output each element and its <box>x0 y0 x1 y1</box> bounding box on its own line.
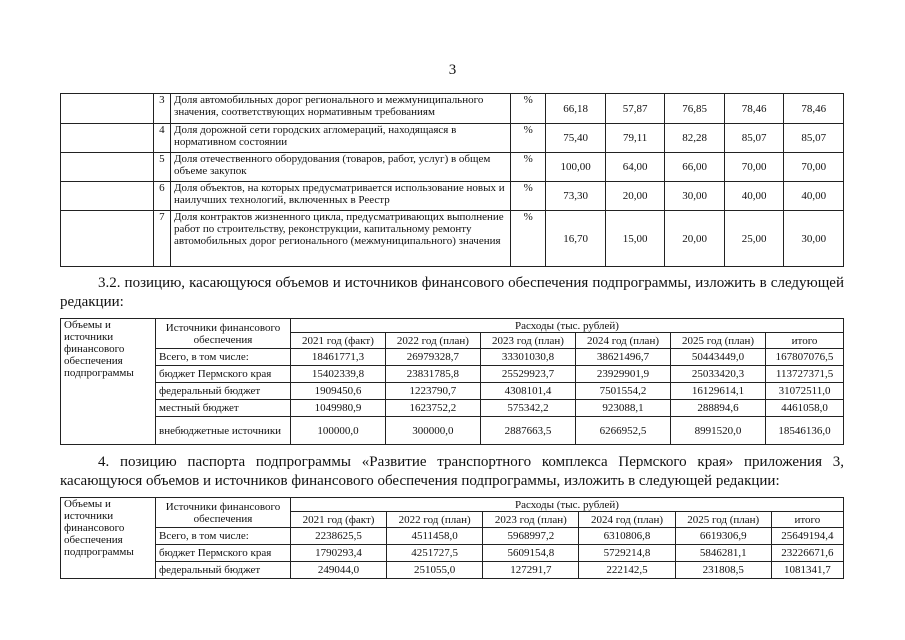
indicator-blank-cell <box>61 124 154 153</box>
indicator-value: 70,00 <box>784 153 844 182</box>
fin-amount: 23929901,9 <box>575 366 670 383</box>
fin-amount: 4251727,5 <box>387 545 483 562</box>
fin-amount: 16129614,1 <box>671 383 766 400</box>
indicator-value: 79,11 <box>605 124 665 153</box>
fin-year-header: итого <box>771 512 843 528</box>
fin-amount: 6310806,8 <box>579 528 675 545</box>
indicator-value: 30,00 <box>665 182 725 211</box>
fin-amount: 26979328,7 <box>385 349 480 366</box>
indicator-value: 73,30 <box>546 182 606 211</box>
indicator-number: 7 <box>153 211 170 267</box>
fin-source-name: Всего, в том числе: <box>156 349 291 366</box>
fin-amount: 33301030,8 <box>480 349 575 366</box>
indicator-unit: % <box>511 94 546 124</box>
financing-table-2 <box>60 497 844 579</box>
fin-sources-header: Источники финансового обеспечения <box>156 319 291 349</box>
indicator-row <box>61 94 844 124</box>
indicator-row <box>61 153 844 182</box>
fin-amount: 113727371,5 <box>766 366 844 383</box>
indicator-name: Доля контрактов жизненного цикла, предусматривающих выполнение работ по строительству, реконструкции, капитальному ремонту автомобильных дорог регионального (межмуниципального) значения <box>170 211 510 267</box>
fin-source-name: бюджет Пермского края <box>156 545 291 562</box>
fin-amount: 23226671,6 <box>771 545 843 562</box>
fin-amount: 5968997,2 <box>483 528 579 545</box>
fin-year-header: итого <box>766 333 844 349</box>
indicator-number: 4 <box>153 124 170 153</box>
fin-header-row <box>61 319 844 333</box>
indicator-number: 3 <box>153 94 170 124</box>
indicator-blank-cell <box>61 182 154 211</box>
fin-amount: 4308101,4 <box>480 383 575 400</box>
fin-year-header: 2023 год (план) <box>480 333 575 349</box>
fin-row <box>61 383 844 400</box>
paragraph-3-2: 3.2. позицию, касающуюся объемов и источников финансового обеспечения подпрограммы, изложить в следующей редакции: <box>60 275 844 310</box>
indicator-value: 20,00 <box>605 182 665 211</box>
fin-year-header: 2025 год (план) <box>675 512 771 528</box>
fin-row <box>61 366 844 383</box>
fin-amount: 4511458,0 <box>387 528 483 545</box>
fin-amount: 300000,0 <box>385 417 480 445</box>
indicator-unit: % <box>511 182 546 211</box>
fin-source-name: Всего, в том числе: <box>156 528 291 545</box>
indicator-number: 5 <box>153 153 170 182</box>
indicator-value: 15,00 <box>605 211 665 267</box>
page-number: 3 <box>448 62 457 78</box>
fin-amount: 25033420,3 <box>671 366 766 383</box>
fin-amount: 15402339,8 <box>291 366 386 383</box>
fin-amount: 18461771,3 <box>291 349 386 366</box>
fin-source-name: федеральный бюджет <box>156 383 291 400</box>
fin-amount: 5729214,8 <box>579 545 675 562</box>
indicator-unit: % <box>511 211 546 267</box>
fin-amount: 288894,6 <box>671 400 766 417</box>
indicator-blank-cell <box>61 94 154 124</box>
indicator-value: 100,00 <box>546 153 606 182</box>
indicator-name: Доля отечественного оборудования (товаров, работ, услуг) в общем объеме закупок <box>170 153 510 182</box>
indicator-unit: % <box>511 124 546 153</box>
fin-row <box>61 562 844 579</box>
fin-amount: 127291,7 <box>483 562 579 579</box>
indicator-row <box>61 182 844 211</box>
fin-row <box>61 349 844 366</box>
fin-amount: 1049980,9 <box>291 400 386 417</box>
fin-source-name: внебюджетные источники <box>156 417 291 445</box>
indicators-table <box>60 93 844 267</box>
fin-amount: 23831785,8 <box>385 366 480 383</box>
fin-amount: 5609154,8 <box>483 545 579 562</box>
indicator-row <box>61 124 844 153</box>
fin-amount: 8991520,0 <box>671 417 766 445</box>
fin-amount: 2238625,5 <box>291 528 387 545</box>
indicator-name: Доля объектов, на которых предусматривается использование новых и наилучших технологий, включенных в Реестр <box>170 182 510 211</box>
fin-amount: 5846281,1 <box>675 545 771 562</box>
fin-amount: 1623752,2 <box>385 400 480 417</box>
fin-amount: 1223790,7 <box>385 383 480 400</box>
fin-year-header: 2022 год (план) <box>385 333 480 349</box>
indicator-blank-cell <box>61 153 154 182</box>
fin-year-header: 2021 год (факт) <box>291 512 387 528</box>
fin-row <box>61 545 844 562</box>
fin-amount: 38621496,7 <box>575 349 670 366</box>
indicator-name: Доля дорожной сети городских агломераций, находящаяся в нормативном состоянии <box>170 124 510 153</box>
financing-table-1 <box>60 318 844 445</box>
fin-amount: 251055,0 <box>387 562 483 579</box>
fin-amount: 222142,5 <box>579 562 675 579</box>
indicator-value: 66,18 <box>546 94 606 124</box>
fin-row <box>61 400 844 417</box>
fin-amount: 50443449,0 <box>671 349 766 366</box>
indicator-value: 30,00 <box>784 211 844 267</box>
fin-amount: 1909450,6 <box>291 383 386 400</box>
fin-year-header: 2024 год (план) <box>579 512 675 528</box>
fin-amount: 25649194,4 <box>771 528 843 545</box>
fin-year-header: 2024 год (план) <box>575 333 670 349</box>
fin-amount: 231808,5 <box>675 562 771 579</box>
indicator-value: 40,00 <box>724 182 784 211</box>
indicator-name: Доля автомобильных дорог регионального и межмуниципального значения, соответствующих нормативным требованиям <box>170 94 510 124</box>
fin-amount: 25529923,7 <box>480 366 575 383</box>
fin-row <box>61 417 844 445</box>
indicator-value: 57,87 <box>605 94 665 124</box>
fin-expenses-header: Расходы (тыс. рублей) <box>291 498 844 512</box>
fin-amount: 4461058,0 <box>766 400 844 417</box>
fin-amount: 100000,0 <box>291 417 386 445</box>
fin-row <box>61 528 844 545</box>
fin-source-name: бюджет Пермского края <box>156 366 291 383</box>
indicator-value: 66,00 <box>665 153 725 182</box>
fin-amount: 167807076,5 <box>766 349 844 366</box>
indicator-value: 82,28 <box>665 124 725 153</box>
fin-section-label: Объемы и источники финансового обеспечения подпрограммы <box>61 319 156 445</box>
fin-sources-header: Источники финансового обеспечения <box>156 498 291 528</box>
indicator-value: 78,46 <box>724 94 784 124</box>
fin-amount: 31072511,0 <box>766 383 844 400</box>
fin-amount: 1790293,4 <box>291 545 387 562</box>
fin-amount: 249044,0 <box>291 562 387 579</box>
indicator-value: 16,70 <box>546 211 606 267</box>
fin-amount: 6266952,5 <box>575 417 670 445</box>
indicator-value: 25,00 <box>724 211 784 267</box>
fin-amount: 575342,2 <box>480 400 575 417</box>
indicator-row <box>61 211 844 267</box>
fin-year-header: 2025 год (план) <box>671 333 766 349</box>
indicator-blank-cell <box>61 211 154 267</box>
indicator-value: 20,00 <box>665 211 725 267</box>
paragraph-4: 4. позицию паспорта подпрограммы «Развитие транспортного комплекса Пермского края» приложения 3, касающуюся объемов и источников финансового обеспечения подпрограммы, изложить в следующей редакции: <box>60 454 844 489</box>
fin-header-row <box>61 498 844 512</box>
fin-year-header: 2021 год (факт) <box>291 333 386 349</box>
fin-amount: 2887663,5 <box>480 417 575 445</box>
indicator-value: 85,07 <box>784 124 844 153</box>
fin-source-name: местный бюджет <box>156 400 291 417</box>
indicator-value: 76,85 <box>665 94 725 124</box>
fin-amount: 1081341,7 <box>771 562 843 579</box>
indicator-value: 78,46 <box>784 94 844 124</box>
fin-amount: 923088,1 <box>575 400 670 417</box>
indicator-value: 75,40 <box>546 124 606 153</box>
fin-year-header: 2022 год (план) <box>387 512 483 528</box>
fin-year-header: 2023 год (план) <box>483 512 579 528</box>
fin-amount: 18546136,0 <box>766 417 844 445</box>
fin-expenses-header: Расходы (тыс. рублей) <box>291 319 844 333</box>
indicator-value: 70,00 <box>724 153 784 182</box>
fin-section-label: Объемы и источники финансового обеспечения подпрограммы <box>61 498 156 579</box>
indicator-value: 85,07 <box>724 124 784 153</box>
fin-amount: 7501554,2 <box>575 383 670 400</box>
indicator-unit: % <box>511 153 546 182</box>
indicator-value: 64,00 <box>605 153 665 182</box>
fin-amount: 6619306,9 <box>675 528 771 545</box>
indicator-value: 40,00 <box>784 182 844 211</box>
fin-source-name: федеральный бюджет <box>156 562 291 579</box>
indicator-number: 6 <box>153 182 170 211</box>
